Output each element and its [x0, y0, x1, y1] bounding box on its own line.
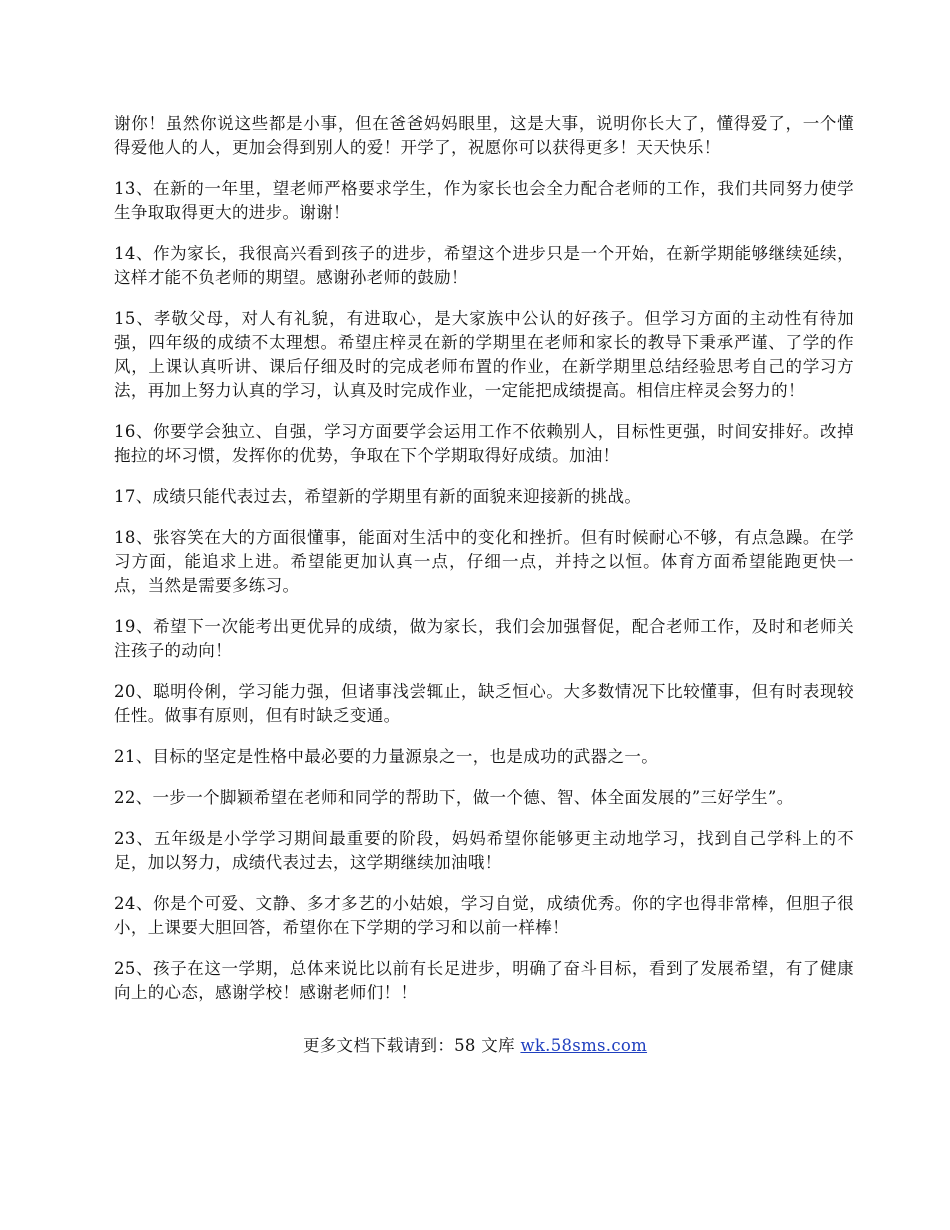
download-footer — [0, 1034, 950, 1058]
paragraph-intro: 谢你！虽然你说这些都是小事，但在爸爸妈妈眼里，这是大事，说明你长大了，懂得爱了，一个懂得爱他人的人，更加会得到别人的爱！开学了，祝愿你可以获得更多！天天快乐！ — [114, 114, 854, 157]
paragraph-15: 15、孝敬父母，对人有礼貌，有进取心，是大家族中公认的好孩子。但学习方面的主动性有待加强，四年级的成绩不太理想。希望庄梓灵在新的学期里在老师和家长的教导下秉承严谨、了学的作风，上课认真听讲、课后仔细及时的完成老师布置的作业，在新学期里总结经验思考自己的学习方法，再加上努力认真的学习，认真及时完成作业，一定能把成绩提高。相信庄梓灵会努力的！ — [114, 309, 854, 400]
paragraph-16: 16、你要学会独立、自强，学习方面要学会运用工作不依赖别人，目标性更强，时间安排好。改掉拖拉的坏习惯，发挥你的优势，争取在下个学期取得好成绩。加油！ — [114, 422, 854, 465]
paragraph-22: 22、一步一个脚颖希望在老师和同学的帮助下，做一个德、智、体全面发展的”三好学生”。 — [114, 788, 794, 807]
paragraph-13: 13、在新的一年里，望老师严格要求学生，作为家长也会全力配合老师的工作，我们共同努力使学生争取取得更大的进步。谢谢！ — [114, 179, 854, 222]
document-body — [114, 112, 854, 1022]
paragraph-24: 24、你是个可爱、文静、多才多艺的小姑娘，学习自觉，成绩优秀。你的字也得非常棒，但胆子很小，上课要大胆回答，希望你在下学期的学习和以前一样棒！ — [114, 894, 854, 937]
paragraph-19: 19、希望下一次能考出更优异的成绩，做为家长，我们会加强督促，配合老师工作，及时和老师关注孩子的动向！ — [114, 617, 854, 660]
paragraph-21: 21、目标的坚定是性格中最必要的力量源泉之一，也是成功的武器之一。 — [114, 747, 659, 766]
paragraph-25: 25、孩子在这一学期，总体来说比以前有长足进步，明确了奋斗目标，看到了发展希望，有了健康向上的心态，感谢学校！感谢老师们！！ — [114, 959, 854, 1002]
paragraph-14: 14、作为家长，我很高兴看到孩子的进步，希望这个进步只是一个开始，在新学期能够继续延续，这样才能不负老师的期望。感谢孙老师的鼓励！ — [114, 244, 854, 287]
paragraph-17: 17、成绩只能代表过去，希望新的学期里有新的面貌来迎接新的挑战。 — [114, 487, 642, 506]
paragraph-18: 18、张容笑在大的方面很懂事，能面对生活中的变化和挫折。但有时候耐心不够，有点急躁。在学习方面，能追求上进。希望能更加认真一点，仔细一点，并持之以恒。体育方面希望能跑更快一点，当然是需要多练习。 — [114, 528, 854, 595]
footer-download-link[interactable]: wk.58sms.com — [520, 1036, 648, 1055]
paragraph-20: 20、聪明伶俐，学习能力强，但诸事浅尝辄止，缺乏恒心。大多数情况下比较懂事，但有时表现较任性。做事有原则，但有时缺乏变通。 — [114, 682, 854, 725]
paragraph-23: 23、五年级是小学学习期间最重要的阶段，妈妈希望你能够更主动地学习，找到自己学科上的不足，加以努力，成绩代表过去，这学期继续加油哦！ — [114, 829, 854, 872]
footer-prefix-text: 更多文档下载请到：58 文库 — [302, 1036, 521, 1055]
